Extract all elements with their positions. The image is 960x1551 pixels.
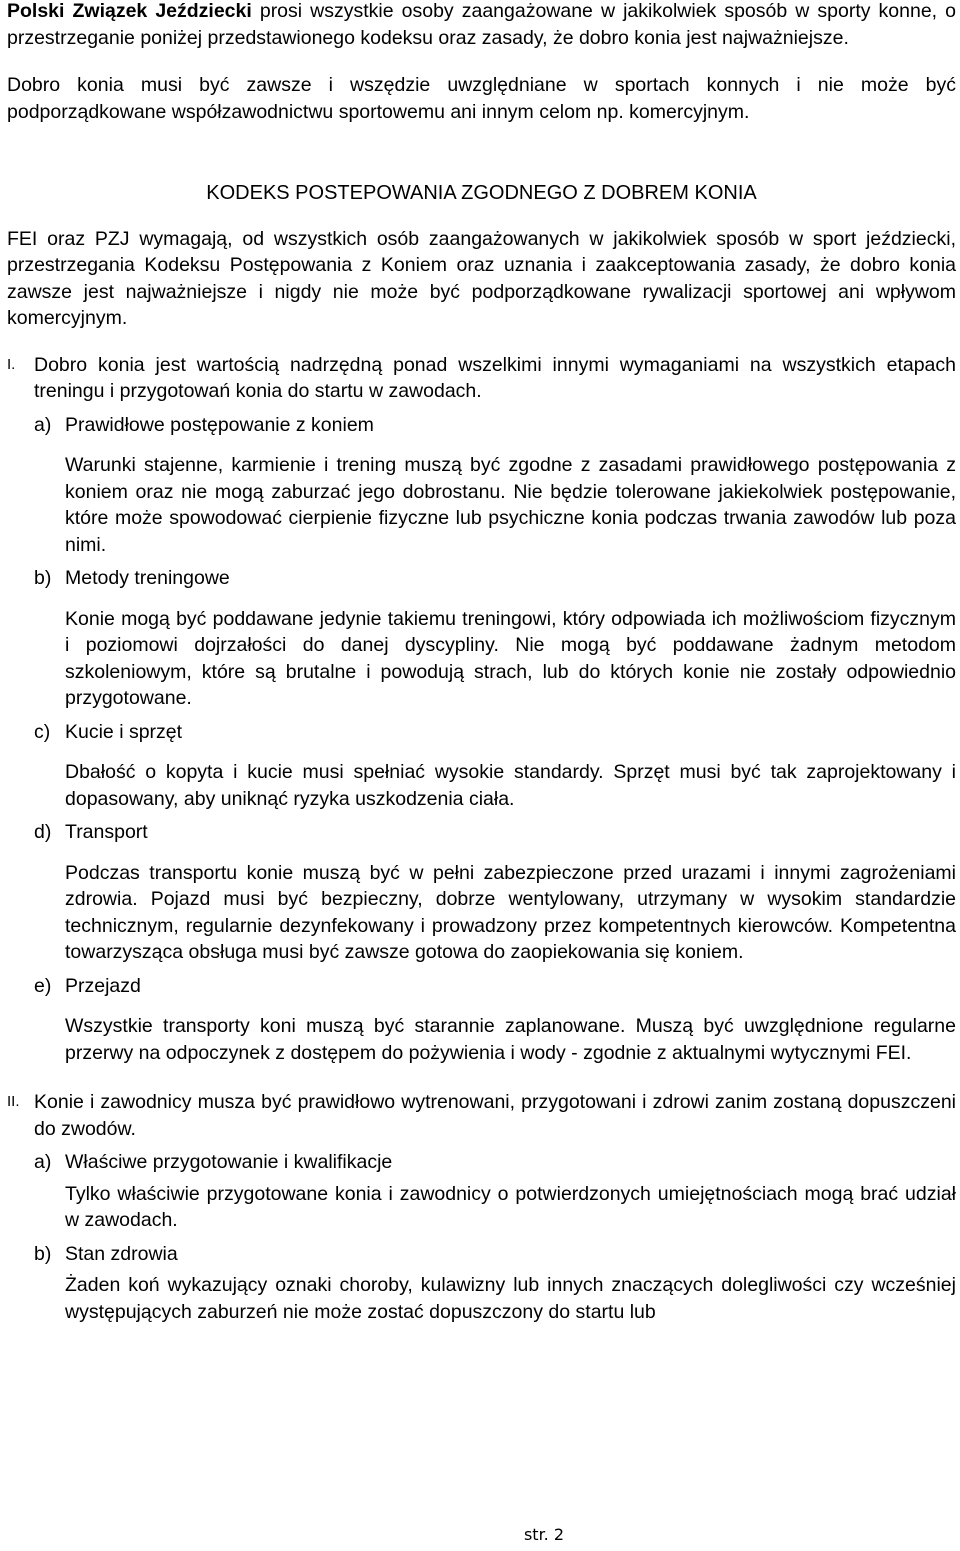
subsection-body: Warunki stajenne, karmienie i trening muszą być zgodne z zasadami prawidłowego postępowania z koniem oraz nie mogą zaburzać jego dobrostanu. Nie będzie tolerowane jakiekolwiek postępowanie, które może spowodować cierpienie fizyczne lub psychiczne konia podczas trwania zawodów lub poza nimi. bbox=[65, 454, 956, 556]
subsection-letter: e) bbox=[34, 974, 52, 997]
subsection-2b bbox=[34, 1241, 956, 1268]
subsection-letter: b) bbox=[34, 1242, 52, 1265]
section-2 bbox=[7, 1089, 956, 1325]
intro-paragraph-1-text: prosi wszystkie osoby zaangażowane w jakikolwiek sposób w sporty konne, o przestrzeganie poniżej przedstawionego kodeksu oraz zasady, że dobro konia jest najważniejsze. bbox=[7, 0, 956, 49]
subsection-letter: a) bbox=[34, 413, 52, 436]
subsection-body: Dbałość o kopyta i kucie musi spełniać wysokie standardy. Sprzęt musi być tak zaprojektowany i dopasowany, aby uniknąć ryzyka uszkodzenia ciała. bbox=[65, 761, 956, 810]
subsection-1d bbox=[34, 819, 956, 846]
document-page bbox=[7, 0, 956, 1325]
subsection-letter: c) bbox=[34, 720, 51, 743]
subsection-body: Konie mogą być poddawane jedynie takiemu treningowi, który odpowiada ich możliwościom fizycznym i poziomowi dojrzałości do danej dyscypliny. Nie mogą być poddawane żadnym metodom szkoleniowym, które są brutalne i powodują strach, lub do których konie nie zostały odpowiednio przygotowane. bbox=[65, 607, 956, 709]
section-1-text: Dobro konia jest wartością nadrzędną ponad wszelkimi innymi wymaganiami na wszystkich etapach treningu i przygotowań konia do startu w zawodach. bbox=[34, 353, 956, 402]
page-number: str. 2 bbox=[523, 1525, 565, 1544]
subsection-title: Transport bbox=[65, 821, 148, 843]
subsection-body: Tylko właściwie przygotowane konia i zawodnicy o potwierdzonych umiejętnościach mogą brać udział w zawodach. bbox=[65, 1182, 956, 1231]
subsection-1e bbox=[34, 973, 956, 1000]
subsection-title: Właściwe przygotowanie i kwalifikacje bbox=[65, 1151, 393, 1173]
document-heading: KODEKS POSTEPOWANIA ZGODNEGO Z DOBREM KONIA bbox=[206, 182, 757, 204]
subsection-title: Stan zdrowia bbox=[65, 1242, 178, 1265]
subsection-body: Żaden koń wykazujący oznaki choroby, kulawizny lub innych znaczących dolegliwości czy wcześniej występujących zaburzeń nie może zostać dopuszczony do startu lub bbox=[65, 1274, 956, 1323]
section-1-number: I. bbox=[7, 355, 16, 373]
subsection-title: Metody treningowe bbox=[65, 567, 230, 589]
subsection-1b bbox=[34, 565, 956, 592]
organization-name: Polski Związek Jeździecki bbox=[7, 0, 252, 22]
subsection-letter: a) bbox=[34, 1151, 52, 1173]
subsection-1c bbox=[34, 719, 956, 746]
subsection-title: Kucie i sprzęt bbox=[65, 720, 183, 743]
intro-paragraph-2: Dobro konia musi być zawsze i wszędzie uwzględniane w sportach konnych i nie może być podporządkowane współzawodnictwu sportowemu ani innym celom np. komercyjnym. bbox=[7, 74, 956, 123]
subsection-letter: d) bbox=[34, 821, 52, 843]
section-1 bbox=[7, 352, 956, 1067]
lead-paragraph: FEI oraz PZJ wymagają, od wszystkich osób zaangażowanych w jakikolwiek sposób w sport jeździecki, przestrzegania Kodeksu Postępowania z Koniem oraz uznania i zaakceptowania zasady, że dobro konia zawsze jest najważniejsze i nigdy nie może być podporządkowane rywalizacji sportowej ani wpływom komercyjnym. bbox=[7, 227, 956, 329]
section-2-number: II. bbox=[7, 1093, 20, 1110]
subsection-1a bbox=[34, 412, 956, 439]
intro-paragraph-1 bbox=[7, 0, 956, 51]
subsection-body: Wszystkie transporty koni muszą być starannie zaplanowane. Muszą być uwzględnione regularne przerwy na odpoczynek z dostępem do pożywienia i wody - zgodnie z aktualnymi wytycznymi FEI. bbox=[65, 1015, 956, 1064]
subsection-body: Podczas transportu konie muszą być w pełni zabezpieczone przed urazami i innymi zagrożeniami zdrowia. Pojazd musi być bezpieczny, dobrze wentylowany, utrzymany w wysokim standardzie technicznym, regularnie dezynfekowany i prowadzony przez kompetentnych kierowców. Kompetentna towarzysząca obsługa musi być zawsze gotowa do zaopiekowania się koniem. bbox=[65, 861, 956, 963]
subsection-title: Przejazd bbox=[65, 974, 141, 997]
section-2-text: Konie i zawodnicy musza być prawidłowo wytrenowani, przygotowani i zdrowi zanim zostaną dopuszczeni do zwodów. bbox=[34, 1091, 956, 1140]
subsection-title: Prawidłowe postępowanie z koniem bbox=[65, 413, 374, 436]
subsection-2a bbox=[34, 1149, 956, 1176]
subsection-letter: b) bbox=[34, 567, 52, 589]
